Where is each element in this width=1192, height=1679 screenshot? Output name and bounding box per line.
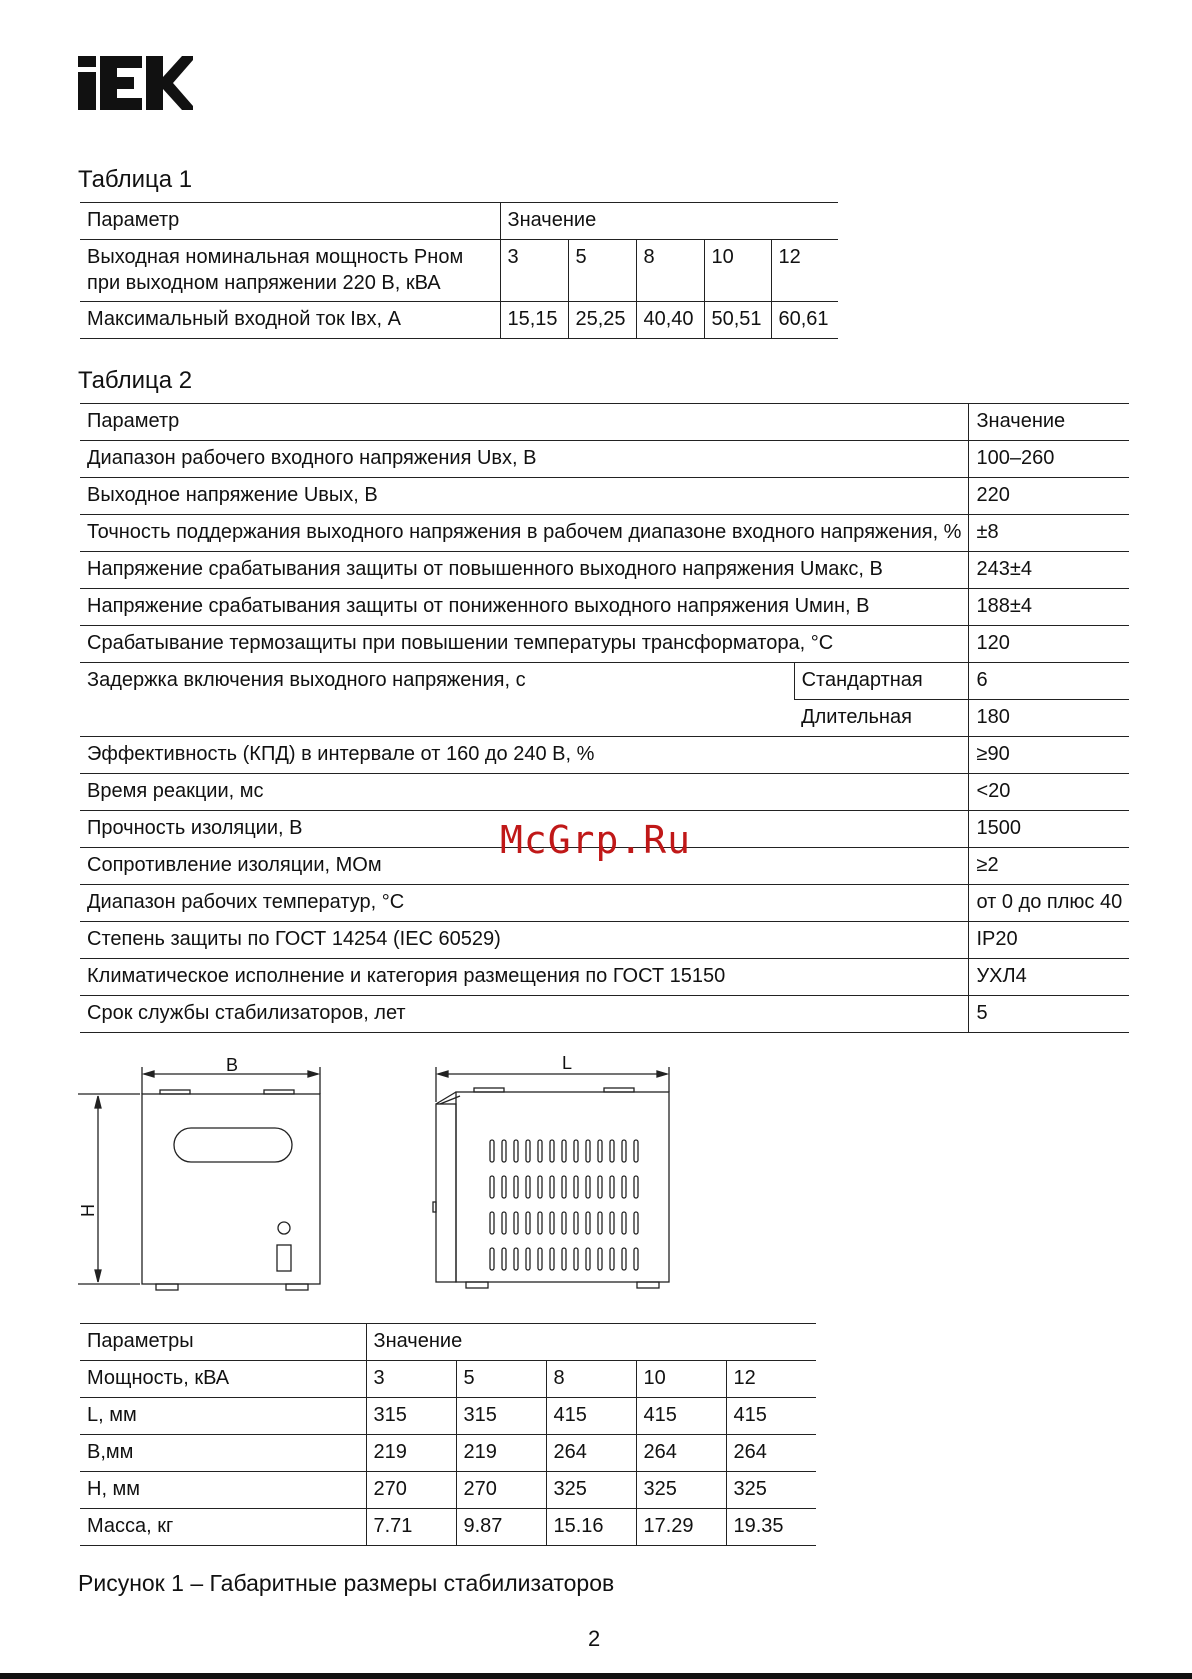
vent-slot	[514, 1140, 518, 1162]
table3-cell: 5	[456, 1361, 546, 1398]
table3-param: L, мм	[80, 1398, 366, 1435]
table2-value: 220	[969, 478, 1129, 515]
table3-cell: 264	[546, 1435, 636, 1472]
vent-slot	[502, 1212, 506, 1234]
table2-value: 188±4	[969, 589, 1129, 626]
vent-slot	[574, 1176, 578, 1198]
vent-slot	[622, 1140, 626, 1162]
front-view-drawing	[78, 1067, 320, 1290]
table2-param: Диапазон рабочих температур, °С	[80, 885, 969, 922]
vent-slot	[550, 1140, 554, 1162]
table3-cell: 264	[636, 1435, 726, 1472]
table2-delay-mode: Стандартная	[794, 663, 969, 700]
table2-delay-value: 180	[969, 700, 1129, 737]
vent-slot	[502, 1176, 506, 1198]
bottom-rule	[0, 1673, 1192, 1679]
vent-slot	[526, 1140, 530, 1162]
table1-cell: 60,61	[771, 302, 838, 339]
table2-param: Точность поддержания выходного напряжения в рабочем диапазоне входного напряжения, %	[80, 515, 969, 552]
table3-cell: 325	[726, 1472, 816, 1509]
table1-cell: 40,40	[636, 302, 704, 339]
vent-slot	[550, 1212, 554, 1234]
table2-value: 243±4	[969, 552, 1129, 589]
dimension-l-label: L	[562, 1053, 573, 1073]
table2-value: ±8	[969, 515, 1129, 552]
vent-slot	[586, 1140, 590, 1162]
table1-cell: 15,15	[500, 302, 568, 339]
table2-param: Сопротивление изоляции, МОм	[80, 848, 969, 885]
dimension-drawing	[74, 1052, 684, 1312]
vent-slot	[538, 1212, 542, 1234]
table1-cell: 50,51	[704, 302, 771, 339]
table3-cell: 19.35	[726, 1509, 816, 1546]
vent-slot	[586, 1212, 590, 1234]
table2-param: Климатическое исполнение и категория размещения по ГОСТ 15150	[80, 959, 969, 996]
table3-cell: 315	[366, 1398, 456, 1435]
vent-slot	[502, 1248, 506, 1270]
table2-value: ≥2	[969, 848, 1129, 885]
table2-param: Прочность изоляции, В	[80, 811, 969, 848]
vent-slot	[610, 1212, 614, 1234]
table2-param: Напряжение срабатывания защиты от повышенного выходного напряжения Uмакс, В	[80, 552, 969, 589]
table2-value: 120	[969, 626, 1129, 663]
table2-delay-param: Задержка включения выходного напряжения, с	[80, 663, 794, 737]
vent-slot	[598, 1140, 602, 1162]
table2-delay-value: 6	[969, 663, 1129, 700]
table1-cell: 12	[771, 240, 838, 302]
vent-slot	[490, 1176, 494, 1198]
table3-cell: 8	[546, 1361, 636, 1398]
vent-slot	[598, 1176, 602, 1198]
table2-value: ≥90	[969, 737, 1129, 774]
vent-slot	[586, 1248, 590, 1270]
vent-slot	[490, 1212, 494, 1234]
vent-slot	[502, 1140, 506, 1162]
table3-cell: 12	[726, 1361, 816, 1398]
table3-cell: 10	[636, 1361, 726, 1398]
vent-slot	[622, 1212, 626, 1234]
table3-cell: 3	[366, 1361, 456, 1398]
vent-slot	[574, 1248, 578, 1270]
table3-cell: 219	[366, 1435, 456, 1472]
table2-header-param: Параметр	[80, 404, 969, 441]
table3-cell: 15.16	[546, 1509, 636, 1546]
table1-cell: 8	[636, 240, 704, 302]
table1-cell: 3	[500, 240, 568, 302]
table3	[80, 1323, 816, 1546]
table3-param: Масса, кг	[80, 1509, 366, 1546]
vent-slot	[574, 1140, 578, 1162]
table1-row-param: Максимальный входной ток Iвх, А	[80, 302, 500, 339]
table3-param: Мощность, кВА	[80, 1361, 366, 1398]
table1-caption: Таблица 1	[78, 166, 193, 193]
table2-param: Степень защиты по ГОСТ 14254 (IEC 60529)	[80, 922, 969, 959]
table1-row-param: Выходная номинальная мощность Рном при выходном напряжении 220 В, кВА	[80, 240, 500, 302]
table2-caption: Таблица 2	[78, 367, 193, 394]
table3-cell: 270	[366, 1472, 456, 1509]
table2-param: Срок службы стабилизаторов, лет	[80, 996, 969, 1033]
table3-param: В,мм	[80, 1435, 366, 1472]
table1-cell: 25,25	[568, 302, 636, 339]
vent-slot	[538, 1176, 542, 1198]
vent-slot	[610, 1176, 614, 1198]
vent-slot	[634, 1248, 638, 1270]
page-number: 2	[588, 1626, 601, 1651]
table3-header-value: Значение	[366, 1324, 816, 1361]
table1-cell: 10	[704, 240, 771, 302]
table1-header-value: Значение	[500, 203, 838, 240]
vent-slot	[610, 1248, 614, 1270]
vent-slot	[562, 1140, 566, 1162]
vent-slot	[634, 1176, 638, 1198]
vent-slot	[526, 1176, 530, 1198]
vent-slot	[550, 1176, 554, 1198]
vent-slot	[514, 1248, 518, 1270]
table3-cell: 7.71	[366, 1509, 456, 1546]
table3-param: Н, мм	[80, 1472, 366, 1509]
table3-cell: 325	[636, 1472, 726, 1509]
watermark-text: McGrp.Ru	[500, 818, 692, 862]
vent-slot	[490, 1140, 494, 1162]
table2-value: от 0 до плюс 40	[969, 885, 1129, 922]
vent-slot	[562, 1248, 566, 1270]
dimension-b-label: B	[226, 1055, 239, 1075]
table2-param: Срабатывание термозащиты при повышении температуры трансформатора, °С	[80, 626, 969, 663]
table2-value: УХЛ4	[969, 959, 1129, 996]
vent-slot	[538, 1140, 542, 1162]
table2-param: Диапазон рабочего входного напряжения Uвх, В	[80, 441, 969, 478]
table3-cell: 415	[636, 1398, 726, 1435]
vent-slot	[634, 1140, 638, 1162]
table3-cell: 415	[726, 1398, 816, 1435]
table2-value: 100–260	[969, 441, 1129, 478]
vent-slot	[526, 1212, 530, 1234]
table2-header-value: Значение	[969, 404, 1129, 441]
iek-logo	[78, 56, 193, 110]
table2-value: <20	[969, 774, 1129, 811]
vent-slots	[490, 1140, 638, 1270]
table2-param: Время реакции, мс	[80, 774, 969, 811]
vent-slot	[550, 1248, 554, 1270]
table1-header-param: Параметр	[80, 203, 500, 240]
vent-slot	[514, 1212, 518, 1234]
dimension-h-label: H	[78, 1204, 98, 1217]
vent-slot	[574, 1212, 578, 1234]
table3-cell: 219	[456, 1435, 546, 1472]
table2-param: Эффективность (КПД) в интервале от 160 до 240 В, %	[80, 737, 969, 774]
vent-slot	[598, 1248, 602, 1270]
table2	[80, 403, 1129, 1033]
vent-slot	[526, 1248, 530, 1270]
vent-slot	[610, 1140, 614, 1162]
table2-value: 1500	[969, 811, 1129, 848]
vent-slot	[622, 1176, 626, 1198]
vent-slot	[562, 1176, 566, 1198]
vent-slot	[598, 1212, 602, 1234]
vent-slot	[622, 1248, 626, 1270]
table1-cell: 5	[568, 240, 636, 302]
table2-param: Напряжение срабатывания защиты от пониженного выходного напряжения Uмин, В	[80, 589, 969, 626]
vent-slot	[586, 1176, 590, 1198]
vent-slot	[562, 1212, 566, 1234]
table3-cell: 9.87	[456, 1509, 546, 1546]
vent-slot	[514, 1176, 518, 1198]
table3-cell: 325	[546, 1472, 636, 1509]
vent-slot	[490, 1248, 494, 1270]
vent-slot	[634, 1212, 638, 1234]
table3-cell: 270	[456, 1472, 546, 1509]
table3-cell: 264	[726, 1435, 816, 1472]
table2-param: Выходное напряжение Uвых, В	[80, 478, 969, 515]
figure-caption: Рисунок 1 – Габаритные размеры стабилизаторов	[78, 1570, 615, 1596]
table2-delay-mode: Длительная	[794, 700, 969, 737]
table3-cell: 17.29	[636, 1509, 726, 1546]
table1	[80, 202, 838, 339]
table3-header-param: Параметры	[80, 1324, 366, 1361]
table3-cell: 315	[456, 1398, 546, 1435]
table2-value: IP20	[969, 922, 1129, 959]
table3-cell: 415	[546, 1398, 636, 1435]
table2-value: 5	[969, 996, 1129, 1033]
vent-slot	[538, 1248, 542, 1270]
